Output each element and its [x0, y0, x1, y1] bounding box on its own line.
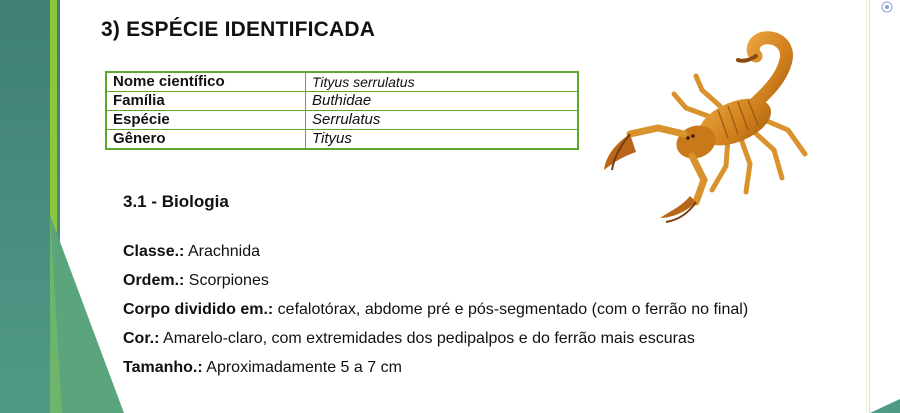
fact-value: Arachnida: [184, 243, 260, 260]
table-label: Espécie: [106, 111, 306, 130]
list-item: [123, 299, 748, 328]
table-row: [106, 111, 578, 130]
right-edge-line: [866, 0, 867, 413]
table-row: [106, 92, 578, 111]
table-label: Família: [106, 92, 306, 111]
fact-value: cefalotórax, abdome pré e pós-segmentado (com o ferrão no final): [273, 301, 749, 318]
left-decorative-triangle: [0, 0, 130, 413]
list-item: [123, 328, 748, 357]
table-value: Tityus: [306, 130, 579, 150]
list-item: [123, 270, 748, 299]
subsection-title: 3.1 - Biologia: [123, 192, 229, 211]
section-title: 3) ESPÉCIE IDENTIFICADA: [101, 18, 376, 41]
fact-label: Cor.:: [123, 330, 160, 347]
fact-label: Tamanho.:: [123, 359, 203, 376]
fact-label: Corpo dividido em.:: [123, 301, 274, 318]
app-logo-icon[interactable]: [876, 0, 898, 16]
species-table: [105, 71, 579, 150]
fact-value: Amarelo-claro, com extremidades dos pedipalpos e do ferrão mais escuras: [159, 330, 695, 347]
biology-facts: [123, 241, 748, 386]
right-edge-line: [869, 0, 870, 413]
table-value: Buthidae: [306, 92, 579, 111]
fact-value: Scorpiones: [184, 272, 269, 289]
scorpion-photo: [600, 30, 815, 225]
table-row: [106, 72, 578, 92]
list-item: [123, 241, 748, 270]
table-row: [106, 130, 578, 150]
fact-label: Classe.:: [123, 243, 185, 260]
bottom-right-decoration: [860, 399, 900, 413]
table-label: Gênero: [106, 130, 306, 150]
table-label: Nome científico: [106, 72, 306, 92]
list-item: [123, 357, 748, 386]
table-value: Serrulatus: [306, 111, 579, 130]
table-value: Tityus serrulatus: [306, 72, 579, 92]
fact-value: Aproximadamente 5 a 7 cm: [202, 359, 402, 376]
fact-label: Ordem.:: [123, 272, 185, 289]
